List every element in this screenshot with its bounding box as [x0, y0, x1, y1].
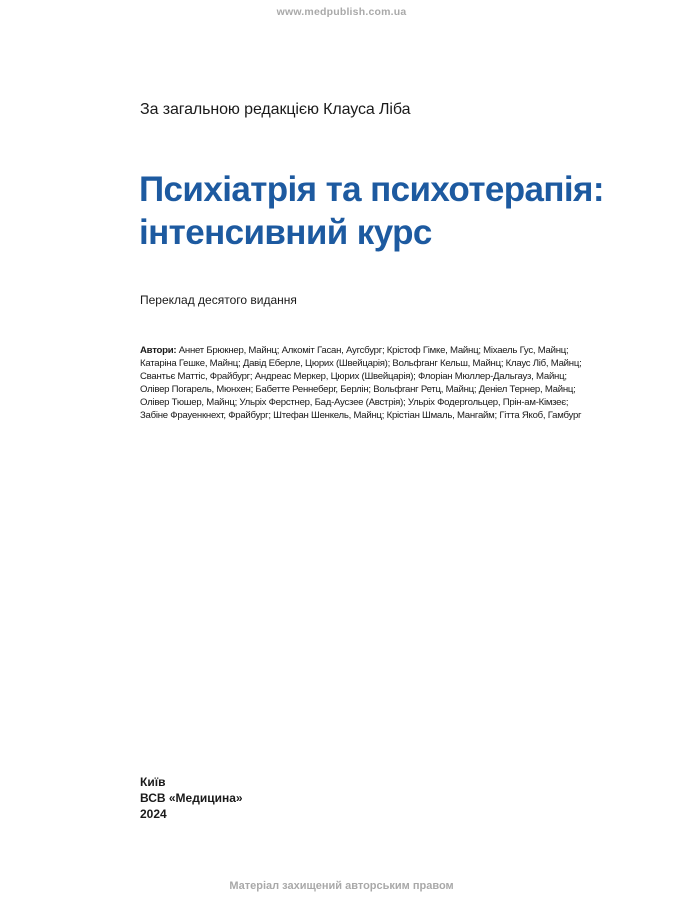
editor-line: За загальною редакцією Клауса Ліба — [140, 101, 411, 118]
book-title-line-2: інтенсивний курс — [139, 213, 432, 252]
authors-label: Автори: — [140, 345, 179, 356]
imprint — [140, 774, 243, 822]
authors-list: Аннет Брюкнер, Майнц; Алкоміт Гасан, Аугсбург; Крістоф Гімке, Майнц; Міхаель Гус, Майнц; Катаріна Гешке, Майнц; Давід Еберле, Цюрих (Швейцарія); Вольфганг Кельш, Майнц; Клаус Ліб, Майнц; Свантьє Маттіс, Фрайбург; Андреас Меркер, Цюрих (Швейцарія); Флоріан Мюллер-Дальгауз, Майнц; Олівер Погарель, Мюнхен; Бабетте Реннеберг, Берлін; Вольфганг Ретц, Майнц; Деніел Тернер, Майнц; Олівер Тюшер, Майнц; Ульріх Ферстнер, Бад-Аусзее (Австрія); Ульріх Фодергольцер, Прін-ам-Кімзеє; Забіне Фрауенкнехт, Фрайбург; Штефан Шенкель, Майнц; Крістіан Шмаль, Мангайм; Гітта Якоб, Гамбург — [140, 345, 582, 421]
imprint-publisher: ВСВ «Медицина» — [140, 791, 243, 805]
authors-block — [140, 345, 595, 422]
imprint-city: Київ — [140, 775, 166, 789]
book-title — [139, 168, 619, 254]
watermark-bottom: Матеріал захищений авторським правом — [229, 880, 454, 892]
translation-note: Переклад десятого видання — [140, 293, 297, 307]
watermark-top: www.medpublish.com.ua — [276, 6, 407, 18]
imprint-year: 2024 — [140, 807, 167, 821]
book-title-line-1: Психіатрія та психотерапія: — [139, 170, 604, 209]
